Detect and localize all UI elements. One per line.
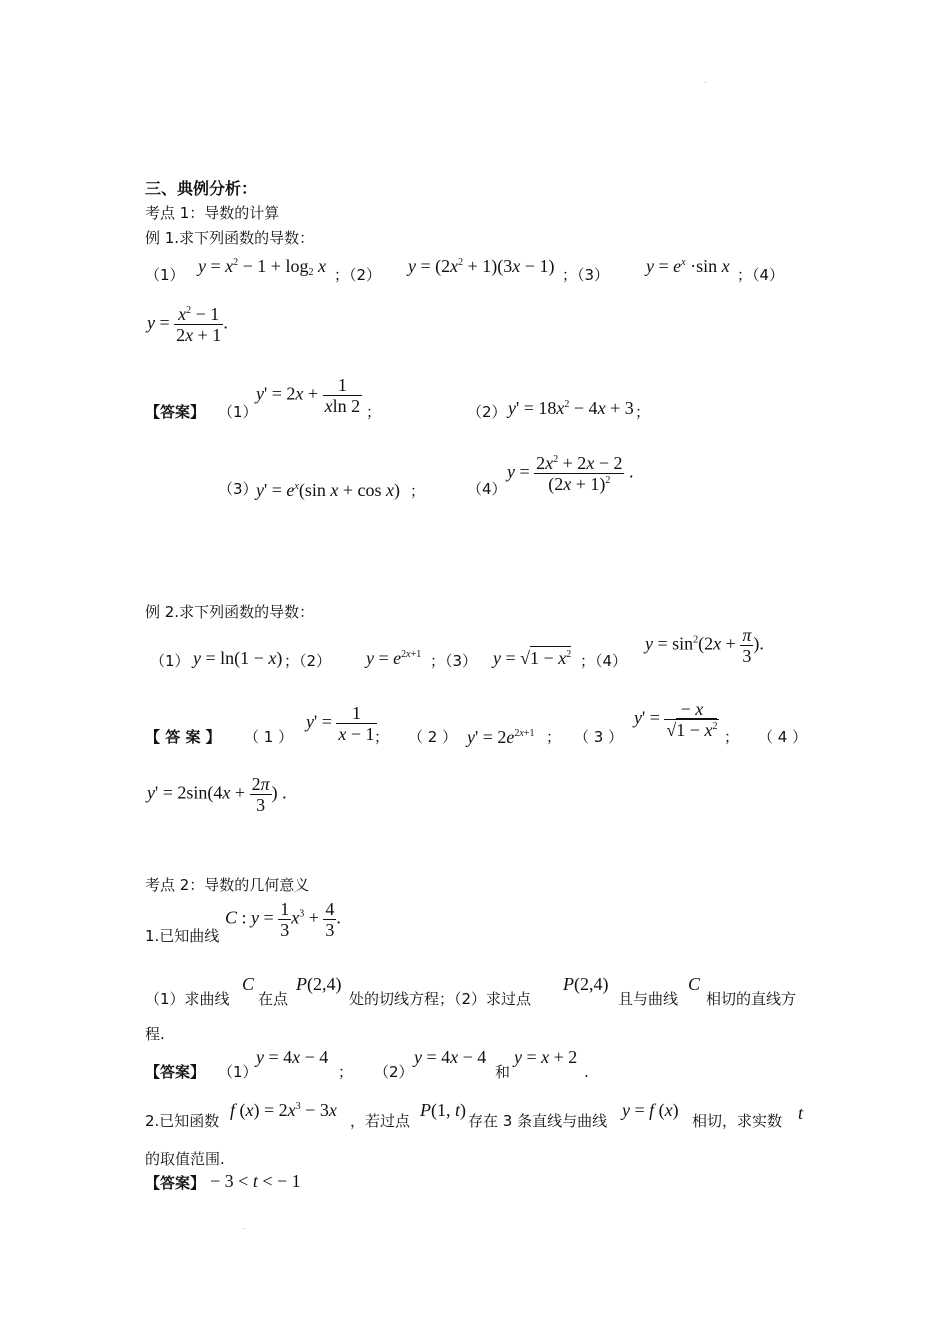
math-formula: y' = $\frac{1}{x - 1}$ bbox=[306, 703, 375, 744]
section-heading: 三、典例分析： bbox=[145, 179, 258, 198]
math-formula: y = f (x) bbox=[622, 1100, 679, 1120]
item-label: ；（2） bbox=[334, 266, 382, 284]
example-title: 例 2.求下列函数的导数： bbox=[145, 603, 315, 621]
example-title: 例 1.求下列函数的导数： bbox=[145, 229, 315, 247]
answer-item-label: （1） bbox=[218, 1063, 258, 1081]
problem-text: 和 bbox=[495, 1063, 511, 1081]
answer-item-label: （2） bbox=[374, 1063, 414, 1081]
problem-text: 1.已知曲线 bbox=[145, 927, 220, 945]
answer-item-label: （1） bbox=[218, 403, 258, 421]
math-formula: y' = 2x + $\frac{1}{xln 2}$ bbox=[256, 375, 361, 416]
problem-text: 存在 3 条直线与曲线 bbox=[468, 1112, 608, 1130]
problem-text: 2.已知函数 bbox=[145, 1112, 220, 1130]
separator: ； bbox=[338, 1063, 354, 1081]
separator: ； bbox=[635, 403, 651, 421]
item-label: ；（4） bbox=[737, 266, 785, 284]
math-symbol: C bbox=[688, 974, 701, 994]
answer-item-label: （ 1 ） bbox=[244, 728, 294, 746]
separator: ； bbox=[366, 403, 382, 421]
separator: ； bbox=[410, 482, 426, 500]
item-label: ；（4） bbox=[580, 652, 628, 670]
answer-label: 【答案】 bbox=[145, 1174, 206, 1192]
math-formula: y = 4x − 4 bbox=[256, 1047, 329, 1067]
answer-label: 【答案】 bbox=[145, 403, 206, 421]
item-label: ；（2） bbox=[284, 652, 332, 670]
math-formula: C : y = $\frac{1}{3}$ $x^3$ + $\frac{4}{3}$ . bbox=[225, 899, 341, 940]
problem-text: 的取值范围. bbox=[145, 1150, 225, 1168]
math-formula: $y = √1 - x^2$ bbox=[493, 648, 572, 668]
math-formula: $y = \sin^2(2x$ + $\frac{\pi}{3}$ ). bbox=[645, 625, 764, 666]
math-formula: − 3 < t < − 1 bbox=[210, 1171, 301, 1191]
problem-text: 处的切线方程；（2）求过点 bbox=[349, 990, 532, 1008]
topic-heading: 考点 1：导数的计算 bbox=[145, 204, 280, 222]
answer-item-label: （3） bbox=[218, 480, 258, 498]
item-label: （1） bbox=[150, 652, 190, 670]
math-formula: $y = e^x \cdot\sin$ x bbox=[646, 256, 730, 276]
item-label: （1） bbox=[145, 266, 185, 284]
separator: ； bbox=[724, 728, 740, 746]
math-formula: y = 4x − 4 bbox=[414, 1047, 487, 1067]
item-label: ；（3） bbox=[430, 652, 478, 670]
math-formula: y = x + 2 bbox=[514, 1047, 578, 1067]
math-formula: y' = 2sin(4x + $\frac{2\pi}{3}$ ) . bbox=[147, 774, 287, 815]
math-formula: $y = x^2 - 1 + \log_2 x$ bbox=[198, 256, 326, 278]
answer-label: 【答案】 bbox=[145, 1063, 206, 1081]
problem-text: 相切，求实数 bbox=[692, 1112, 783, 1130]
answer-item-label: （ 2 ） bbox=[408, 728, 458, 746]
problem-text: 相切的直线方 bbox=[706, 990, 797, 1008]
math-formula: y = ln(1 − x) bbox=[193, 648, 283, 668]
math-formula: $y = e^{2x+1}$ bbox=[366, 648, 422, 668]
math-symbol: t bbox=[798, 1103, 804, 1123]
problem-text: （1）求曲线 bbox=[145, 990, 230, 1008]
math-formula: P(2,4) bbox=[296, 974, 342, 994]
separator: ； bbox=[546, 728, 562, 746]
math-formula: $y' = 18x^2 - 4x + 3$ bbox=[508, 398, 634, 418]
math-formula: y' = $\frac{- x}{√1 - x^2}$ bbox=[634, 699, 718, 740]
topic-heading: 考点 2：导数的几何意义 bbox=[145, 876, 310, 894]
math-formula: $y' = 2e^{2x+1}$ bbox=[467, 727, 535, 747]
separator: ； bbox=[374, 728, 390, 746]
period: . bbox=[584, 1063, 589, 1081]
math-formula: P(2,4) bbox=[563, 974, 609, 994]
problem-text: 在点 bbox=[258, 990, 289, 1008]
math-formula: y = $\frac{x^2 - 1}{2x + 1}$ . bbox=[147, 304, 228, 345]
answer-label: 【 答 案 】 bbox=[145, 728, 221, 746]
math-symbol: C bbox=[242, 974, 255, 994]
answer-item-label: （4） bbox=[467, 480, 507, 498]
answer-item-label: （ 3 ） bbox=[574, 728, 624, 746]
item-label: ；（3） bbox=[562, 266, 610, 284]
page-speck: . bbox=[243, 1222, 246, 1231]
answer-item-label: （ 4 ） bbox=[758, 728, 808, 746]
problem-text: ，若过点 bbox=[350, 1112, 411, 1130]
problem-text: 且与曲线 bbox=[618, 990, 679, 1008]
problem-text: 程. bbox=[145, 1025, 165, 1043]
math-formula: P(1, t) bbox=[420, 1100, 467, 1120]
math-formula: f $(x) = 2x^3 - 3x$ bbox=[230, 1100, 337, 1120]
math-formula: $y' = e^x(\sin$ x + cos x) bbox=[256, 480, 401, 500]
math-formula: y = $\frac{2x^2 + 2x - 2}{(2x + 1)^2}$ . bbox=[507, 453, 634, 494]
math-formula: $y = (2x^2 + 1)(3x - 1)$ bbox=[408, 256, 555, 276]
page-speck: . bbox=[704, 76, 707, 85]
answer-item-label: （2） bbox=[467, 403, 507, 421]
